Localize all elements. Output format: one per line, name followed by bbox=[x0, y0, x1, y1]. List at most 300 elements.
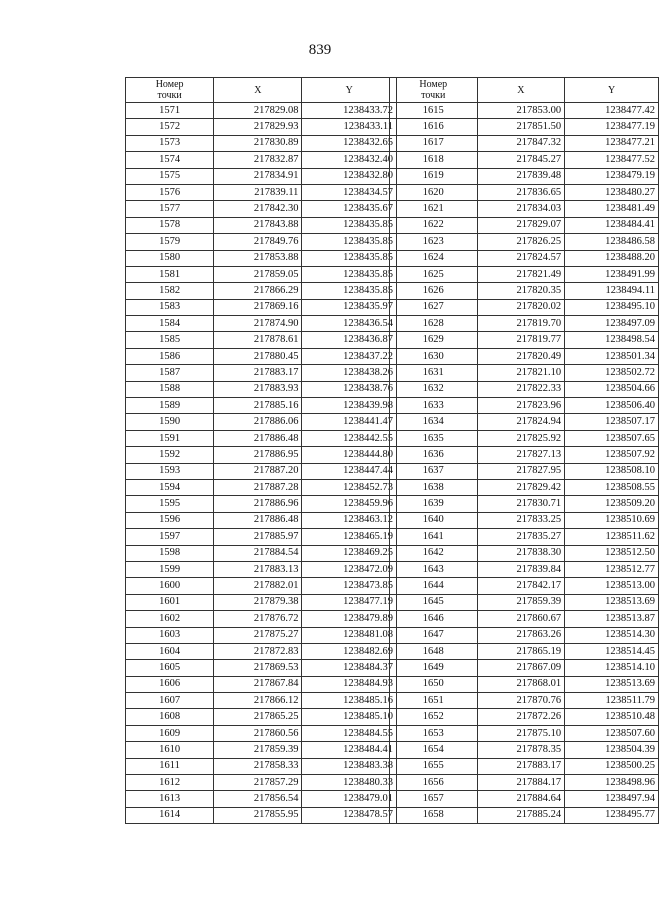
table-row bbox=[126, 348, 397, 364]
x-coordinate-cell: 217838.30 bbox=[477, 545, 565, 561]
x-coordinate-cell: 217839.11 bbox=[214, 184, 302, 200]
y-coordinate-cell: 1238481.49 bbox=[565, 201, 659, 217]
coordinates-table-left bbox=[125, 77, 397, 824]
table-row bbox=[390, 725, 659, 741]
y-coordinate-cell: 1238435.85 bbox=[302, 250, 397, 266]
point-number-cell: 1573 bbox=[126, 135, 214, 151]
y-coordinate-cell: 1238484.41 bbox=[565, 217, 659, 233]
x-coordinate-cell: 217859.39 bbox=[477, 594, 565, 610]
y-coordinate-cell: 1238512.50 bbox=[565, 545, 659, 561]
point-number-cell: 1649 bbox=[390, 660, 478, 676]
x-coordinate-cell: 217869.53 bbox=[214, 660, 302, 676]
table-row bbox=[126, 430, 397, 446]
point-number-cell: 1626 bbox=[390, 283, 478, 299]
x-coordinate-cell: 217820.02 bbox=[477, 299, 565, 315]
x-coordinate-cell: 217886.48 bbox=[214, 512, 302, 528]
x-coordinate-cell: 217886.48 bbox=[214, 430, 302, 446]
column-header-point-number: Номер точки bbox=[126, 78, 214, 103]
x-coordinate-cell: 217872.83 bbox=[214, 643, 302, 659]
x-coordinate-cell: 217867.09 bbox=[477, 660, 565, 676]
table-row bbox=[126, 201, 397, 217]
x-coordinate-cell: 217856.54 bbox=[214, 791, 302, 807]
point-number-cell: 1576 bbox=[126, 184, 214, 200]
y-coordinate-cell: 1238495.10 bbox=[565, 299, 659, 315]
x-coordinate-cell: 217839.48 bbox=[477, 168, 565, 184]
table-row bbox=[390, 561, 659, 577]
y-coordinate-cell: 1238441.47 bbox=[302, 414, 397, 430]
y-coordinate-cell: 1238484.55 bbox=[302, 725, 397, 741]
x-coordinate-cell: 217859.05 bbox=[214, 266, 302, 282]
y-coordinate-cell: 1238438.76 bbox=[302, 381, 397, 397]
table-row bbox=[126, 217, 397, 233]
table-row bbox=[390, 398, 659, 414]
point-number-cell: 1591 bbox=[126, 430, 214, 446]
table-row bbox=[390, 791, 659, 807]
y-coordinate-cell: 1238477.52 bbox=[565, 152, 659, 168]
x-coordinate-cell: 217853.88 bbox=[214, 250, 302, 266]
y-coordinate-cell: 1238502.72 bbox=[565, 365, 659, 381]
table-row bbox=[390, 479, 659, 495]
point-number-cell: 1641 bbox=[390, 529, 478, 545]
table-row bbox=[390, 594, 659, 610]
y-coordinate-cell: 1238484.37 bbox=[302, 660, 397, 676]
point-number-cell: 1644 bbox=[390, 578, 478, 594]
table-row bbox=[126, 709, 397, 725]
point-number-cell: 1634 bbox=[390, 414, 478, 430]
y-coordinate-cell: 1238478.57 bbox=[302, 807, 397, 823]
table-row bbox=[390, 168, 659, 184]
table-row bbox=[390, 234, 659, 250]
table-row bbox=[390, 709, 659, 725]
table-row bbox=[390, 578, 659, 594]
table-row bbox=[126, 168, 397, 184]
table-row bbox=[126, 561, 397, 577]
x-coordinate-cell: 217839.84 bbox=[477, 561, 565, 577]
point-number-cell: 1639 bbox=[390, 496, 478, 512]
y-coordinate-cell: 1238479.01 bbox=[302, 791, 397, 807]
y-coordinate-cell: 1238433.72 bbox=[302, 103, 397, 119]
column-header-x: X bbox=[214, 78, 302, 103]
column-header-x: X bbox=[477, 78, 565, 103]
y-coordinate-cell: 1238514.45 bbox=[565, 643, 659, 659]
y-coordinate-cell: 1238484.93 bbox=[302, 676, 397, 692]
y-coordinate-cell: 1238506.40 bbox=[565, 398, 659, 414]
point-number-cell: 1632 bbox=[390, 381, 478, 397]
point-number-cell: 1599 bbox=[126, 561, 214, 577]
point-number-cell: 1618 bbox=[390, 152, 478, 168]
table-row bbox=[126, 414, 397, 430]
point-number-cell: 1589 bbox=[126, 398, 214, 414]
table-row bbox=[390, 529, 659, 545]
table-row bbox=[390, 316, 659, 332]
y-coordinate-cell: 1238452.73 bbox=[302, 479, 397, 495]
point-number-cell: 1656 bbox=[390, 775, 478, 791]
y-coordinate-cell: 1238507.65 bbox=[565, 430, 659, 446]
y-coordinate-cell: 1238514.10 bbox=[565, 660, 659, 676]
x-coordinate-cell: 217849.76 bbox=[214, 234, 302, 250]
x-coordinate-cell: 217866.29 bbox=[214, 283, 302, 299]
table-row bbox=[390, 611, 659, 627]
y-coordinate-cell: 1238459.96 bbox=[302, 496, 397, 512]
table-row bbox=[126, 463, 397, 479]
point-number-cell: 1597 bbox=[126, 529, 214, 545]
y-coordinate-cell: 1238477.19 bbox=[302, 594, 397, 610]
y-coordinate-cell: 1238498.54 bbox=[565, 332, 659, 348]
table-row bbox=[126, 152, 397, 168]
x-coordinate-cell: 217855.95 bbox=[214, 807, 302, 823]
y-coordinate-cell: 1238508.55 bbox=[565, 479, 659, 495]
point-number-cell: 1595 bbox=[126, 496, 214, 512]
y-coordinate-cell: 1238479.89 bbox=[302, 611, 397, 627]
point-number-cell: 1588 bbox=[126, 381, 214, 397]
table-row bbox=[390, 414, 659, 430]
table-row bbox=[126, 381, 397, 397]
x-coordinate-cell: 217829.07 bbox=[477, 217, 565, 233]
table-row bbox=[126, 660, 397, 676]
x-coordinate-cell: 217872.26 bbox=[477, 709, 565, 725]
table-row bbox=[390, 545, 659, 561]
x-coordinate-cell: 217830.71 bbox=[477, 496, 565, 512]
x-coordinate-cell: 217826.25 bbox=[477, 234, 565, 250]
x-coordinate-cell: 217834.03 bbox=[477, 201, 565, 217]
y-coordinate-cell: 1238436.54 bbox=[302, 316, 397, 332]
point-number-cell: 1585 bbox=[126, 332, 214, 348]
x-coordinate-cell: 217824.94 bbox=[477, 414, 565, 430]
y-coordinate-cell: 1238485.10 bbox=[302, 709, 397, 725]
point-number-cell: 1580 bbox=[126, 250, 214, 266]
x-coordinate-cell: 217875.27 bbox=[214, 627, 302, 643]
point-number-cell: 1627 bbox=[390, 299, 478, 315]
table-row bbox=[126, 807, 397, 823]
table-row bbox=[390, 463, 659, 479]
y-coordinate-cell: 1238504.39 bbox=[565, 742, 659, 758]
y-coordinate-cell: 1238477.19 bbox=[565, 119, 659, 135]
point-number-cell: 1596 bbox=[126, 512, 214, 528]
table-row bbox=[390, 184, 659, 200]
point-number-cell: 1623 bbox=[390, 234, 478, 250]
x-coordinate-cell: 217866.12 bbox=[214, 693, 302, 709]
x-coordinate-cell: 217830.89 bbox=[214, 135, 302, 151]
table-row bbox=[390, 758, 659, 774]
x-coordinate-cell: 217875.10 bbox=[477, 725, 565, 741]
point-number-cell: 1619 bbox=[390, 168, 478, 184]
table-row bbox=[126, 693, 397, 709]
point-number-cell: 1578 bbox=[126, 217, 214, 233]
x-coordinate-cell: 217853.00 bbox=[477, 103, 565, 119]
y-coordinate-cell: 1238491.99 bbox=[565, 266, 659, 282]
y-coordinate-cell: 1238497.94 bbox=[565, 791, 659, 807]
table-row bbox=[390, 152, 659, 168]
y-coordinate-cell: 1238514.30 bbox=[565, 627, 659, 643]
table-row bbox=[390, 348, 659, 364]
table-row bbox=[390, 807, 659, 823]
x-coordinate-cell: 217829.42 bbox=[477, 479, 565, 495]
table-row bbox=[390, 447, 659, 463]
x-coordinate-cell: 217885.97 bbox=[214, 529, 302, 545]
table-row bbox=[126, 479, 397, 495]
point-number-cell: 1650 bbox=[390, 676, 478, 692]
table-row bbox=[126, 742, 397, 758]
y-coordinate-cell: 1238436.87 bbox=[302, 332, 397, 348]
x-coordinate-cell: 217827.95 bbox=[477, 463, 565, 479]
table-row bbox=[126, 135, 397, 151]
y-coordinate-cell: 1238510.69 bbox=[565, 512, 659, 528]
x-coordinate-cell: 217829.93 bbox=[214, 119, 302, 135]
table-header-row bbox=[126, 78, 397, 103]
x-coordinate-cell: 217842.17 bbox=[477, 578, 565, 594]
y-coordinate-cell: 1238439.98 bbox=[302, 398, 397, 414]
x-coordinate-cell: 217887.28 bbox=[214, 479, 302, 495]
point-number-cell: 1648 bbox=[390, 643, 478, 659]
y-coordinate-cell: 1238432.40 bbox=[302, 152, 397, 168]
y-coordinate-cell: 1238513.69 bbox=[565, 676, 659, 692]
point-number-cell: 1633 bbox=[390, 398, 478, 414]
table-row bbox=[126, 775, 397, 791]
x-coordinate-cell: 217860.56 bbox=[214, 725, 302, 741]
point-number-cell: 1638 bbox=[390, 479, 478, 495]
x-coordinate-cell: 217883.17 bbox=[214, 365, 302, 381]
y-coordinate-cell: 1238435.85 bbox=[302, 283, 397, 299]
y-coordinate-cell: 1238513.87 bbox=[565, 611, 659, 627]
y-coordinate-cell: 1238513.00 bbox=[565, 578, 659, 594]
point-number-cell: 1603 bbox=[126, 627, 214, 643]
point-number-cell: 1645 bbox=[390, 594, 478, 610]
table-row bbox=[390, 266, 659, 282]
y-coordinate-cell: 1238432.80 bbox=[302, 168, 397, 184]
y-coordinate-cell: 1238509.20 bbox=[565, 496, 659, 512]
point-number-cell: 1651 bbox=[390, 693, 478, 709]
point-number-cell: 1572 bbox=[126, 119, 214, 135]
point-number-cell: 1624 bbox=[390, 250, 478, 266]
y-coordinate-cell: 1238473.85 bbox=[302, 578, 397, 594]
x-coordinate-cell: 217878.35 bbox=[477, 742, 565, 758]
x-coordinate-cell: 217863.26 bbox=[477, 627, 565, 643]
x-coordinate-cell: 217833.25 bbox=[477, 512, 565, 528]
table-row bbox=[126, 512, 397, 528]
point-number-cell: 1614 bbox=[126, 807, 214, 823]
table-row bbox=[126, 299, 397, 315]
point-number-cell: 1630 bbox=[390, 348, 478, 364]
table-row bbox=[390, 496, 659, 512]
y-coordinate-cell: 1238500.25 bbox=[565, 758, 659, 774]
point-number-cell: 1615 bbox=[390, 103, 478, 119]
table-row bbox=[390, 381, 659, 397]
table-row bbox=[390, 103, 659, 119]
table-row bbox=[390, 217, 659, 233]
table-row bbox=[390, 135, 659, 151]
y-coordinate-cell: 1238435.85 bbox=[302, 234, 397, 250]
point-number-cell: 1655 bbox=[390, 758, 478, 774]
table-row bbox=[390, 775, 659, 791]
y-coordinate-cell: 1238435.85 bbox=[302, 217, 397, 233]
table-row bbox=[390, 660, 659, 676]
y-coordinate-cell: 1238481.08 bbox=[302, 627, 397, 643]
y-coordinate-cell: 1238511.62 bbox=[565, 529, 659, 545]
table-row bbox=[126, 545, 397, 561]
x-coordinate-cell: 217867.84 bbox=[214, 676, 302, 692]
table-row bbox=[126, 266, 397, 282]
y-coordinate-cell: 1238444.80 bbox=[302, 447, 397, 463]
x-coordinate-cell: 217827.13 bbox=[477, 447, 565, 463]
x-coordinate-cell: 217825.92 bbox=[477, 430, 565, 446]
point-number-cell: 1581 bbox=[126, 266, 214, 282]
point-number-cell: 1658 bbox=[390, 807, 478, 823]
table-row bbox=[126, 643, 397, 659]
point-number-cell: 1594 bbox=[126, 479, 214, 495]
y-coordinate-cell: 1238501.34 bbox=[565, 348, 659, 364]
y-coordinate-cell: 1238465.19 bbox=[302, 529, 397, 545]
point-number-cell: 1654 bbox=[390, 742, 478, 758]
x-coordinate-cell: 217879.38 bbox=[214, 594, 302, 610]
y-coordinate-cell: 1238480.27 bbox=[565, 184, 659, 200]
y-coordinate-cell: 1238435.85 bbox=[302, 266, 397, 282]
point-number-cell: 1616 bbox=[390, 119, 478, 135]
point-number-cell: 1601 bbox=[126, 594, 214, 610]
point-number-cell: 1590 bbox=[126, 414, 214, 430]
table-row bbox=[126, 184, 397, 200]
x-coordinate-cell: 217820.49 bbox=[477, 348, 565, 364]
table-row bbox=[126, 316, 397, 332]
point-number-cell: 1611 bbox=[126, 758, 214, 774]
point-number-cell: 1652 bbox=[390, 709, 478, 725]
x-coordinate-cell: 217834.91 bbox=[214, 168, 302, 184]
point-number-cell: 1583 bbox=[126, 299, 214, 315]
y-coordinate-cell: 1238495.77 bbox=[565, 807, 659, 823]
x-coordinate-cell: 217876.72 bbox=[214, 611, 302, 627]
table-row bbox=[126, 398, 397, 414]
point-number-cell: 1602 bbox=[126, 611, 214, 627]
y-coordinate-cell: 1238435.97 bbox=[302, 299, 397, 315]
x-coordinate-cell: 217868.01 bbox=[477, 676, 565, 692]
point-number-cell: 1647 bbox=[390, 627, 478, 643]
page-number: 839 bbox=[308, 42, 332, 58]
x-coordinate-cell: 217820.35 bbox=[477, 283, 565, 299]
table-row bbox=[126, 332, 397, 348]
x-coordinate-cell: 217824.57 bbox=[477, 250, 565, 266]
y-coordinate-cell: 1238469.25 bbox=[302, 545, 397, 561]
table-row bbox=[390, 119, 659, 135]
point-number-cell: 1610 bbox=[126, 742, 214, 758]
point-number-cell: 1622 bbox=[390, 217, 478, 233]
y-coordinate-cell: 1238507.17 bbox=[565, 414, 659, 430]
y-coordinate-cell: 1238482.69 bbox=[302, 643, 397, 659]
point-number-cell: 1646 bbox=[390, 611, 478, 627]
x-coordinate-cell: 217858.33 bbox=[214, 758, 302, 774]
x-coordinate-cell: 217851.50 bbox=[477, 119, 565, 135]
table-row bbox=[126, 578, 397, 594]
point-number-cell: 1582 bbox=[126, 283, 214, 299]
point-number-cell: 1620 bbox=[390, 184, 478, 200]
table-row bbox=[126, 611, 397, 627]
x-coordinate-cell: 217847.32 bbox=[477, 135, 565, 151]
point-number-cell: 1598 bbox=[126, 545, 214, 561]
point-number-cell: 1643 bbox=[390, 561, 478, 577]
x-coordinate-cell: 217880.45 bbox=[214, 348, 302, 364]
x-coordinate-cell: 217857.29 bbox=[214, 775, 302, 791]
point-number-cell: 1631 bbox=[390, 365, 478, 381]
x-coordinate-cell: 217819.70 bbox=[477, 316, 565, 332]
x-coordinate-cell: 217822.33 bbox=[477, 381, 565, 397]
x-coordinate-cell: 217821.49 bbox=[477, 266, 565, 282]
table-row bbox=[390, 693, 659, 709]
table-row bbox=[390, 250, 659, 266]
point-number-cell: 1574 bbox=[126, 152, 214, 168]
y-coordinate-cell: 1238442.55 bbox=[302, 430, 397, 446]
table-row bbox=[126, 496, 397, 512]
x-coordinate-cell: 217883.93 bbox=[214, 381, 302, 397]
y-coordinate-cell: 1238432.65 bbox=[302, 135, 397, 151]
x-coordinate-cell: 217865.25 bbox=[214, 709, 302, 725]
point-number-cell: 1642 bbox=[390, 545, 478, 561]
y-coordinate-cell: 1238497.09 bbox=[565, 316, 659, 332]
y-coordinate-cell: 1238483.38 bbox=[302, 758, 397, 774]
table-row bbox=[126, 447, 397, 463]
table-header-row bbox=[390, 78, 659, 103]
table-row bbox=[126, 725, 397, 741]
y-coordinate-cell: 1238511.79 bbox=[565, 693, 659, 709]
point-number-cell: 1613 bbox=[126, 791, 214, 807]
y-coordinate-cell: 1238434.57 bbox=[302, 184, 397, 200]
table-row bbox=[126, 365, 397, 381]
x-coordinate-cell: 217835.27 bbox=[477, 529, 565, 545]
point-number-cell: 1657 bbox=[390, 791, 478, 807]
y-coordinate-cell: 1238507.92 bbox=[565, 447, 659, 463]
column-header-y: Y bbox=[302, 78, 397, 103]
point-number-cell: 1637 bbox=[390, 463, 478, 479]
x-coordinate-cell: 217869.16 bbox=[214, 299, 302, 315]
y-coordinate-cell: 1238463.12 bbox=[302, 512, 397, 528]
x-coordinate-cell: 217884.54 bbox=[214, 545, 302, 561]
table-row bbox=[390, 299, 659, 315]
y-coordinate-cell: 1238504.66 bbox=[565, 381, 659, 397]
point-number-cell: 1579 bbox=[126, 234, 214, 250]
table-row bbox=[390, 365, 659, 381]
x-coordinate-cell: 217823.96 bbox=[477, 398, 565, 414]
point-number-cell: 1625 bbox=[390, 266, 478, 282]
y-coordinate-cell: 1238477.42 bbox=[565, 103, 659, 119]
table-row bbox=[390, 676, 659, 692]
point-number-cell: 1575 bbox=[126, 168, 214, 184]
table-row bbox=[126, 119, 397, 135]
table-row bbox=[126, 250, 397, 266]
y-coordinate-cell: 1238480.33 bbox=[302, 775, 397, 791]
coordinates-table-right bbox=[389, 77, 659, 824]
x-coordinate-cell: 217845.27 bbox=[477, 152, 565, 168]
y-coordinate-cell: 1238484.41 bbox=[302, 742, 397, 758]
point-number-cell: 1617 bbox=[390, 135, 478, 151]
column-header-point-number: Номер точки bbox=[390, 78, 478, 103]
point-number-cell: 1571 bbox=[126, 103, 214, 119]
y-coordinate-cell: 1238494.11 bbox=[565, 283, 659, 299]
table-row bbox=[126, 676, 397, 692]
point-number-cell: 1635 bbox=[390, 430, 478, 446]
point-number-cell: 1608 bbox=[126, 709, 214, 725]
x-coordinate-cell: 217885.16 bbox=[214, 398, 302, 414]
point-number-cell: 1592 bbox=[126, 447, 214, 463]
point-number-cell: 1621 bbox=[390, 201, 478, 217]
x-coordinate-cell: 217883.17 bbox=[477, 758, 565, 774]
point-number-cell: 1584 bbox=[126, 316, 214, 332]
y-coordinate-cell: 1238438.26 bbox=[302, 365, 397, 381]
y-coordinate-cell: 1238433.11 bbox=[302, 119, 397, 135]
point-number-cell: 1653 bbox=[390, 725, 478, 741]
table-row bbox=[390, 283, 659, 299]
point-number-cell: 1606 bbox=[126, 676, 214, 692]
x-coordinate-cell: 217865.19 bbox=[477, 643, 565, 659]
x-coordinate-cell: 217829.08 bbox=[214, 103, 302, 119]
point-number-cell: 1628 bbox=[390, 316, 478, 332]
point-number-cell: 1609 bbox=[126, 725, 214, 741]
